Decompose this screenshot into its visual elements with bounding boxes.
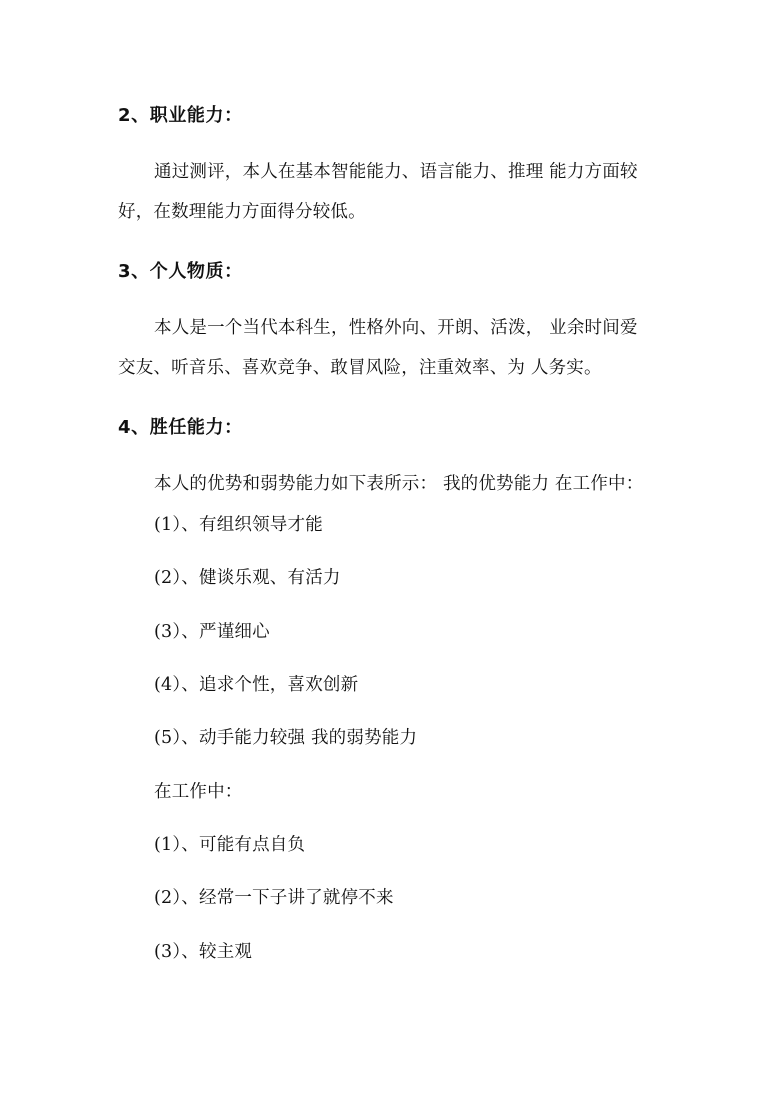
strength-item: (2）、健谈乐观、有活力	[154, 568, 341, 588]
personal-traits-paragraph-line-1: 本人是一个当代本科生，性格外向、开朗、活泼， 业余时间爱	[154, 318, 638, 338]
strength-item: (4）、追求个性，喜欢创新	[154, 675, 359, 695]
section-heading-personal-traits: 3、个人物质：	[118, 261, 243, 282]
strength-item: (5）、动手能力较强 我的弱势能力	[154, 728, 418, 748]
strength-item: (3）、严谨细心	[154, 622, 270, 642]
section-heading-career-ability: 2、职业能力：	[118, 105, 243, 126]
strength-item: (1）、有组织领导才能	[154, 515, 323, 535]
weakness-intro: 在工作中：	[154, 782, 243, 802]
personal-traits-paragraph-line-2: 交友、听音乐、喜欢竞争、敢冒风险，注重效率、为 人务实。	[118, 358, 602, 378]
weakness-item: (3）、较主观	[154, 942, 253, 962]
weakness-item: (2）、经常一下子讲了就停不来	[154, 888, 394, 908]
weakness-item: (1）、可能有点自负	[154, 835, 306, 855]
career-ability-paragraph-line-1: 通过测评，本人在基本智能能力、语言能力、推理 能力方面较	[154, 162, 638, 182]
section-heading-competency: 4、胜任能力：	[118, 417, 243, 438]
competency-intro: 本人的优势和弱势能力如下表所示： 我的优势能力 在工作中：	[154, 474, 644, 494]
career-ability-paragraph-line-2: 好，在数理能力方面得分较低。	[118, 202, 366, 222]
